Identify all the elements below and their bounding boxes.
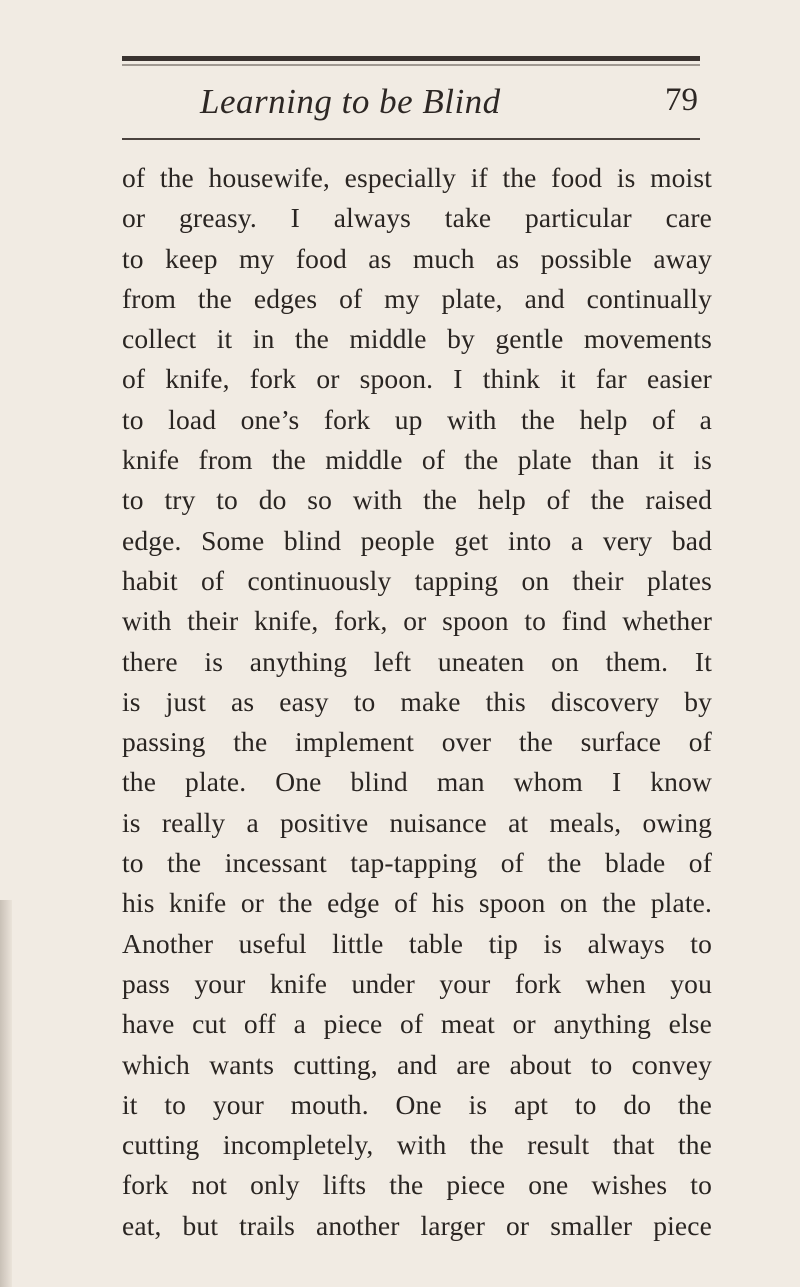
text-line: his knife or the edge of his spoon on the plate. xyxy=(122,887,712,919)
page-number: 79 xyxy=(665,82,698,118)
text-line: cutting incompletely, with the result that the xyxy=(122,1129,712,1161)
text-line: there is anything left uneaten on them. It xyxy=(122,645,712,677)
text-line: to the incessant tap-tapping of the blade of xyxy=(122,847,712,879)
text-line: Another useful little table tip is always to xyxy=(122,927,712,959)
running-title: Learning to be Blind xyxy=(200,82,501,121)
text-line: which wants cutting, and are about to convey xyxy=(122,1048,712,1080)
text-line: fork not only lifts the piece one wishes to xyxy=(122,1169,712,1201)
text-line: eat, but trails another larger or smaller piece xyxy=(122,1209,712,1241)
page-gutter-shadow xyxy=(0,900,12,1287)
text-line: to try to do so with the help of the raised xyxy=(122,484,712,516)
text-line: or greasy. I always take particular care xyxy=(122,202,712,234)
text-line: it to your mouth. One is apt to do the xyxy=(122,1088,712,1120)
text-line: habit of continuously tapping on their plates xyxy=(122,564,712,596)
text-line: with their knife, fork, or spoon to find whether xyxy=(122,605,712,637)
text-line: to load one’s fork up with the help of a xyxy=(122,403,712,435)
page-header xyxy=(200,82,710,132)
text-line: passing the implement over the surface of xyxy=(122,726,712,758)
text-line: edge. Some blind people get into a very bad xyxy=(122,524,712,556)
header-rule xyxy=(122,138,700,140)
text-line: from the edges of my plate, and continually xyxy=(122,282,712,314)
text-line: collect it in the middle by gentle movements xyxy=(122,323,712,355)
top-border-rule-secondary xyxy=(122,64,700,66)
body-text xyxy=(122,158,712,1246)
text-line: is just as easy to make this discovery by xyxy=(122,685,712,717)
text-line: to keep my food as much as possible away xyxy=(122,242,712,274)
text-line: is really a positive nuisance at meals, owing xyxy=(122,806,712,838)
text-line: have cut off a piece of meat or anything else xyxy=(122,1008,712,1040)
text-line: pass your knife under your fork when you xyxy=(122,967,712,999)
text-line: knife from the middle of the plate than it is xyxy=(122,444,712,476)
text-line: of the housewife, especially if the food is moist xyxy=(122,162,712,193)
text-line: the plate. One blind man whom I know xyxy=(122,766,712,798)
top-border-rule xyxy=(122,56,700,61)
text-line: of knife, fork or spoon. I think it far easier xyxy=(122,363,712,395)
